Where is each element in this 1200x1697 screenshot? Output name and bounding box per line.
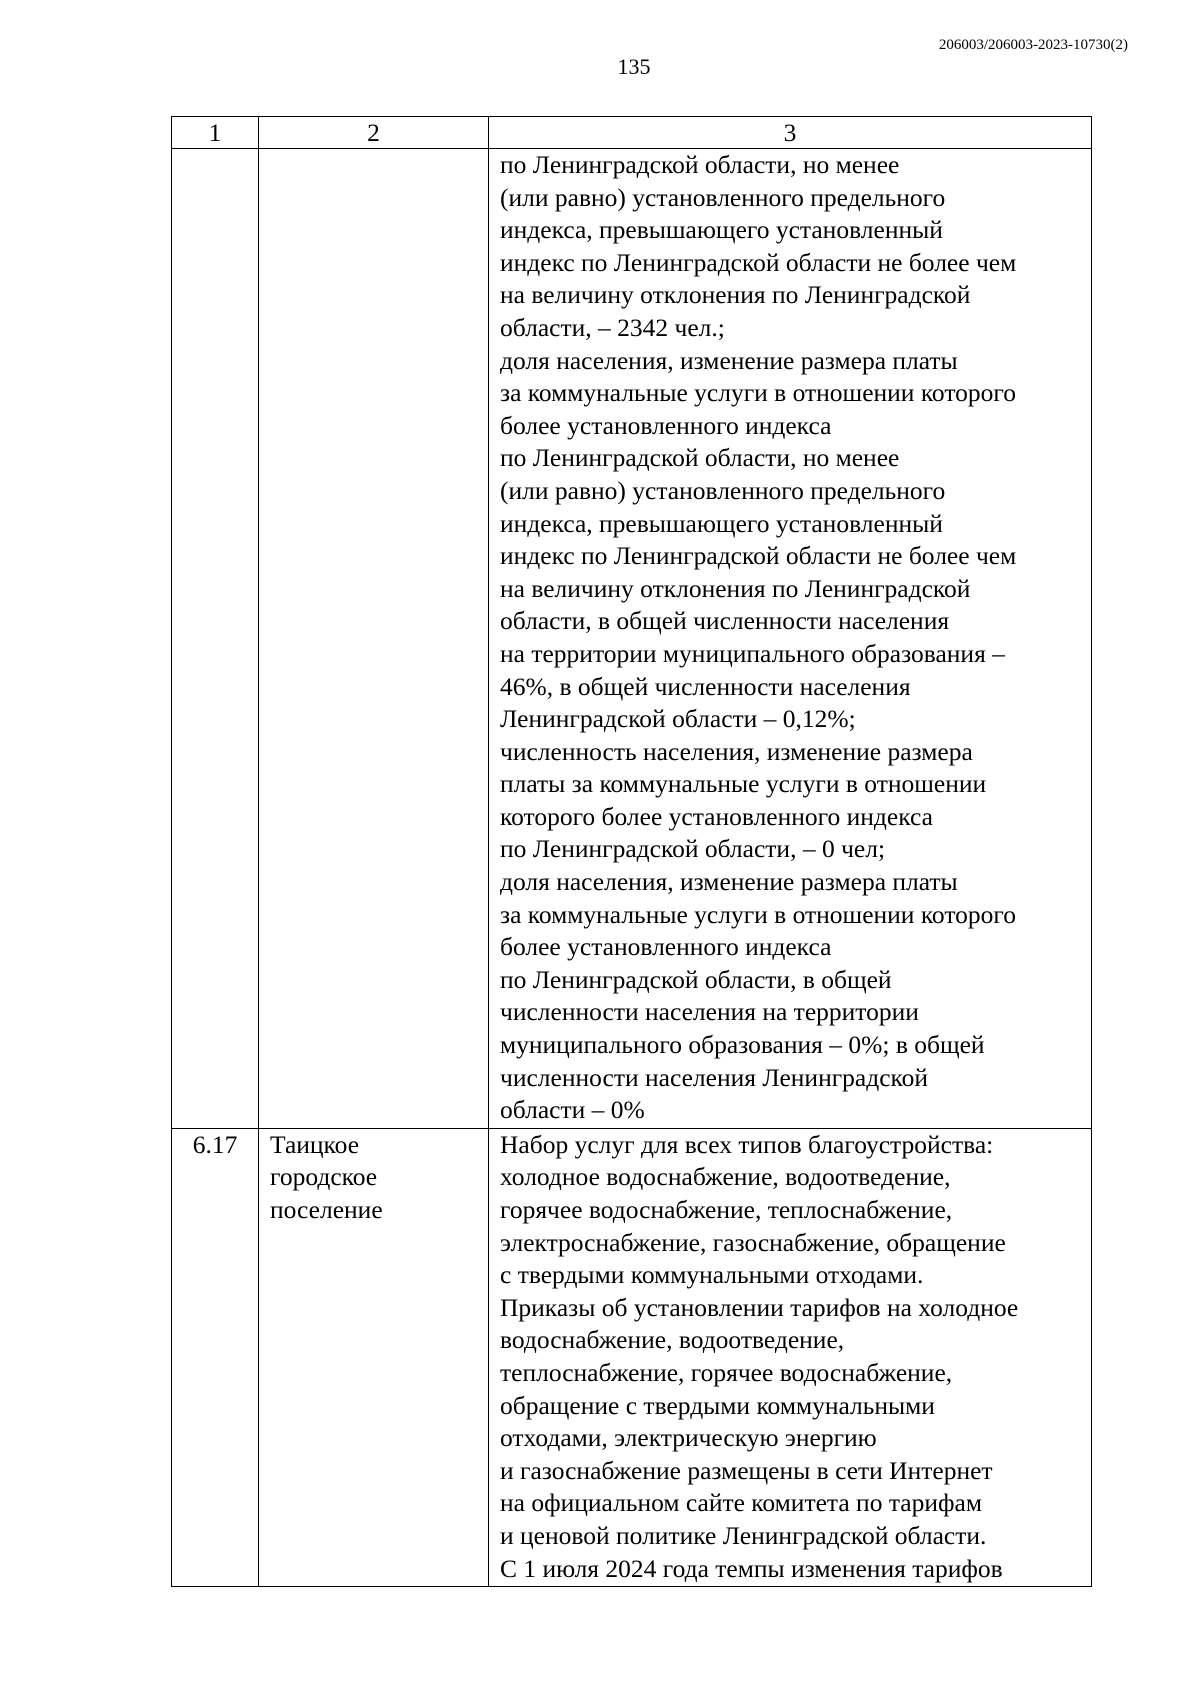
table-row-continued <box>172 149 1092 1129</box>
text-line: численность населения, изменение размера <box>500 736 973 766</box>
text-line: за коммунальные услуги в отношении которого <box>500 899 1016 929</box>
text-line: за коммунальные услуги в отношении которого <box>500 378 1016 408</box>
text-line: теплоснабжение, горячее водоснабжение, <box>500 1357 953 1387</box>
text-line: на величину отклонения по Ленинградской <box>500 280 971 310</box>
text-line: платы за коммунальные услуги в отношении <box>500 769 987 799</box>
document-id: 206003/206003-2023-10730(2) <box>938 37 1128 53</box>
row-number-cell <box>172 149 259 1129</box>
row-description-cell <box>489 1128 1092 1586</box>
text-line: и газоснабжение размещены в сети Интернет <box>500 1455 993 1485</box>
text-line: на официальном сайте комитета по тарифам <box>500 1488 982 1518</box>
text-line: Таицкое <box>270 1129 360 1159</box>
row-name-cell <box>259 1128 489 1586</box>
text-line: электроснабжение, газоснабжение, обращение <box>500 1227 1006 1257</box>
text-line: на территории муниципального образования – <box>500 638 1005 668</box>
text-line: численности населения Ленинградской <box>500 1062 929 1092</box>
row-description-cell <box>489 149 1092 1129</box>
text-line: с твердыми коммунальными отходами. <box>500 1260 924 1290</box>
text-line: области, – 2342 чел.; <box>500 312 725 342</box>
text-line: муниципального образования – 0%; в общей <box>500 1030 985 1060</box>
tariff-table <box>171 116 1092 1587</box>
column-header-2: 2 <box>259 117 489 149</box>
text-line: С 1 июля 2024 года темпы изменения тарифов <box>500 1553 1003 1583</box>
table-row-6-17 <box>172 1128 1092 1586</box>
table-header-row <box>172 117 1092 149</box>
text-line: индекса, превышающего установленный <box>500 508 943 538</box>
text-line: по Ленинградской области, но менее <box>500 443 900 473</box>
text-line: численности населения на территории <box>500 997 919 1027</box>
text-line: обращение с твердыми коммунальными <box>500 1390 935 1420</box>
text-line: горячее водоснабжение, теплоснабжение, <box>500 1195 953 1224</box>
column-header-1: 1 <box>172 117 259 149</box>
text-line: (или равно) установленного предельного <box>500 475 946 505</box>
text-line: области, в общей численности населения <box>500 606 950 636</box>
text-line: поселение <box>270 1195 383 1224</box>
text-line: более установленного индекса <box>500 410 832 440</box>
text-line: более установленного индекса <box>500 932 832 962</box>
text-line: отходами, электрическую энергию <box>500 1423 877 1453</box>
text-line: по Ленинградской области, но менее <box>500 150 900 179</box>
row-number-cell: 6.17 <box>172 1128 259 1586</box>
text-line: Набор услуг для всех типов благоустройства: <box>500 1129 994 1159</box>
column-header-3: 3 <box>489 117 1092 149</box>
text-line: и ценовой политике Ленинградской области. <box>500 1520 987 1550</box>
text-line: доля населения, изменение размера платы <box>500 345 958 375</box>
text-line: холодное водоснабжение, водоотведение, <box>500 1162 951 1192</box>
text-line: которого более установленного индекса <box>500 801 933 831</box>
text-line: области – 0% <box>500 1095 645 1125</box>
text-line: на величину отклонения по Ленинградской <box>500 573 971 603</box>
page-number: 135 <box>617 54 651 79</box>
text-line: 46%, в общей численности населения <box>500 671 911 701</box>
text-line: водоснабжение, водоотведение, <box>500 1325 845 1355</box>
text-line: городское <box>270 1162 378 1192</box>
row-name-cell <box>259 149 489 1129</box>
text-line: индекса, превышающего установленный <box>500 215 943 245</box>
text-line: по Ленинградской области, – 0 чел; <box>500 834 886 864</box>
text-line: (или равно) установленного предельного <box>500 182 946 212</box>
text-line: доля населения, изменение размера платы <box>500 867 958 897</box>
text-line: индекс по Ленинградской области не более чем <box>500 247 1017 277</box>
text-line: Приказы об установлении тарифов на холодное <box>500 1292 1019 1322</box>
text-line: Ленинградской области – 0,12%; <box>500 704 856 734</box>
text-line: по Ленинградской области, в общей <box>500 964 892 994</box>
text-line: индекс по Ленинградской области не более чем <box>500 541 1017 571</box>
